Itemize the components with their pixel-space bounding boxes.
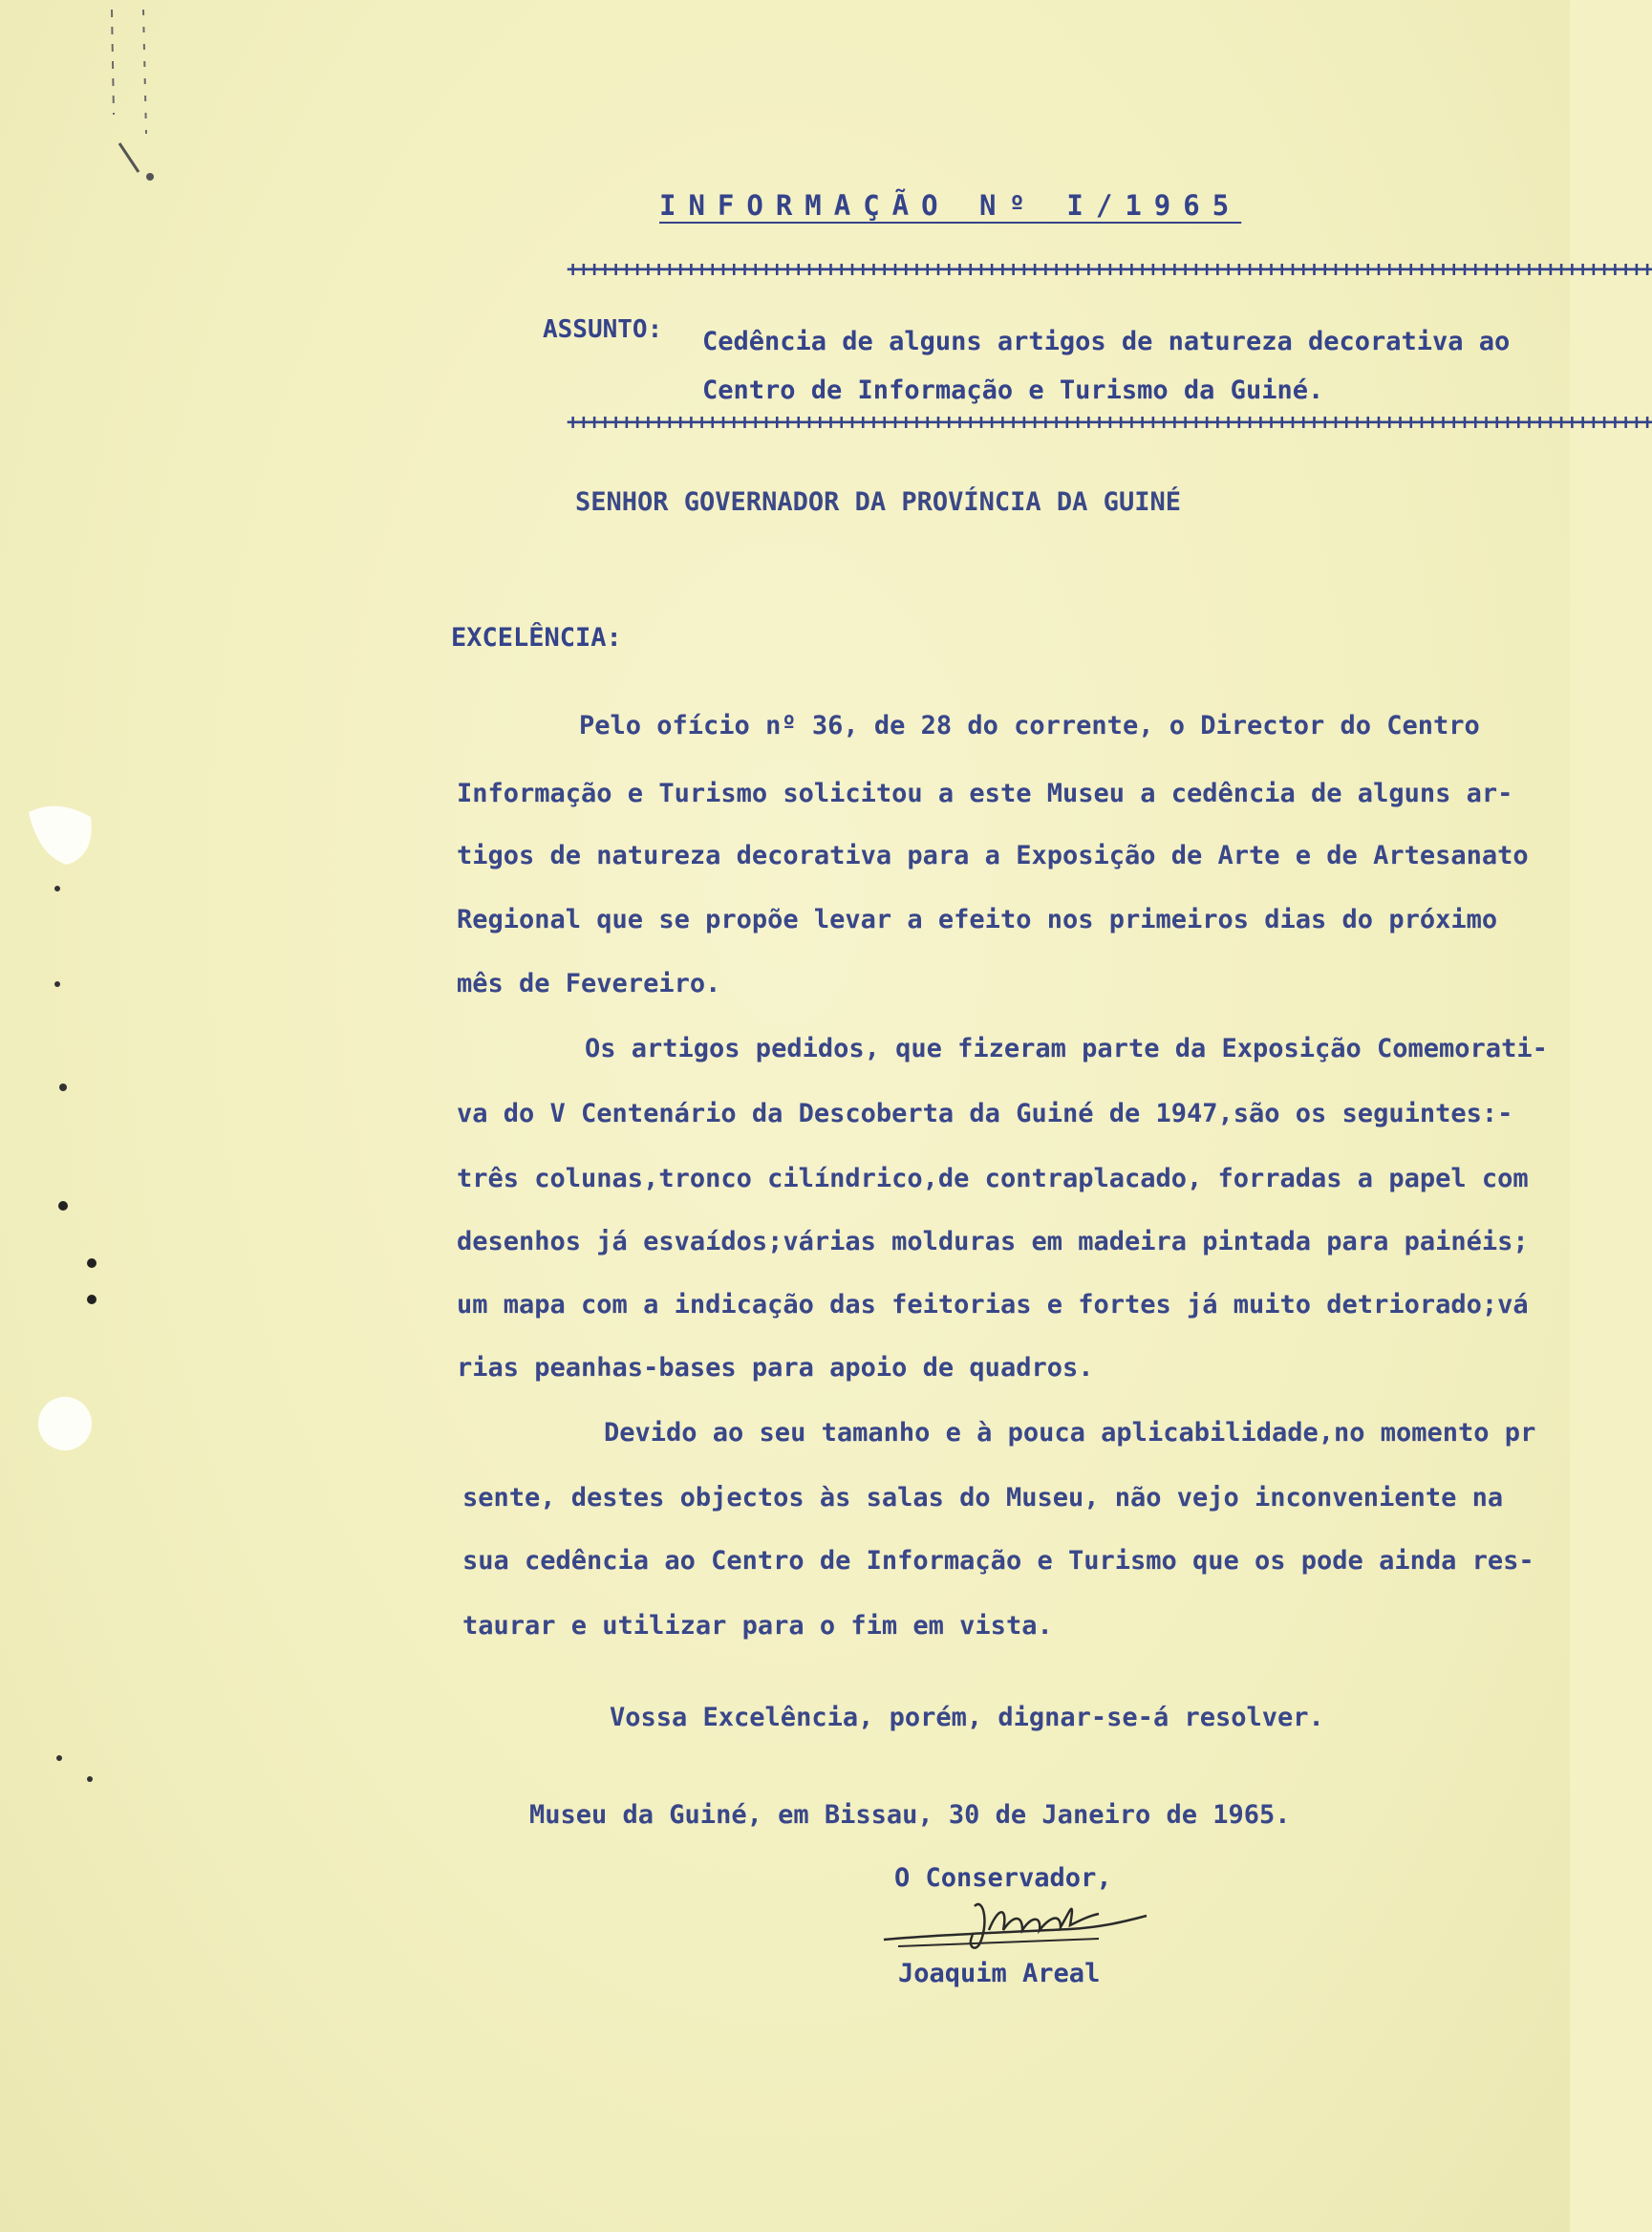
closing-line: Vossa Excelência, porém, dignar-se-á resolver. [610,1703,1324,1732]
separator-rule-bottom: +++++++++++++++++++++++++++++++++++++++++++++++++++++++++++++++++++++++++++++++++++++++++++++++++++++ [567,411,1652,435]
separator-rule-top: +++++++++++++++++++++++++++++++++++++++++++++++++++++++++++++++++++++++++++++++++++++++++++++++++++++ [567,258,1652,282]
body-line: Informação e Turismo solicitou a este Museu a cedência de alguns ar- [457,779,1513,808]
body-line: um mapa com a indicação das feitorias e fortes já muito detriorado;vá [457,1290,1529,1320]
subject-line: Centro de Informação e Turismo da Guiné. [702,376,1324,405]
body-line: taurar e utilizar para o fim em vista. [462,1611,1053,1641]
body-line: desenhos já esvaídos;várias molduras em madeira pintada para painéis; [457,1227,1529,1256]
body-line: Regional que se propõe levar a efeito nos primeiros dias do próximo [457,905,1498,934]
signer-name: Joaquim Areal [898,1959,1101,1988]
body-line: va do V Centenário da Descoberta da Guiné de 1947,são os seguintes:- [457,1099,1513,1128]
signature-scribble [879,1887,1166,1964]
subject-line: Cedência de alguns artigos de natureza decorativa ao [702,327,1511,356]
body-line: sente, destes objectos às salas do Museu, não vejo inconveniente na [462,1483,1504,1513]
body-line: três colunas,tronco cilíndrico,de contraplacado, forradas a papel com [457,1164,1529,1193]
punch-holes [0,0,134,2232]
body-line: Pelo ofício nº 36, de 28 do corrente, o Director do Centro [579,711,1480,740]
subject-label: ASSUNTO: [543,315,663,344]
signer-title: O Conservador, [894,1863,1112,1893]
addressee: SENHOR GOVERNADOR DA PROVÍNCIA DA GUINÉ [575,487,1181,517]
body-line: Os artigos pedidos, que fizeram parte da Exposição Comemorati- [585,1034,1548,1063]
body-line: sua cedência ao Centro de Informação e Turismo que os pode ainda res- [462,1546,1534,1576]
body-line: Devido ao seu tamanho e à pouca aplicabilidade,no momento pr [604,1418,1536,1448]
body-line: rias peanhas-bases para apoio de quadros. [457,1353,1094,1383]
body-line: tigos de natureza decorativa para a Exposição de Arte e de Artesanato [457,841,1529,870]
body-line: mês de Fevereiro. [457,969,721,998]
salutation: EXCELÊNCIA: [451,623,622,653]
document-title: INFORMAÇÃO Nº I/1965 [659,189,1242,222]
place-date-line: Museu da Guiné, em Bissau, 30 de Janeiro de 1965. [529,1800,1291,1830]
